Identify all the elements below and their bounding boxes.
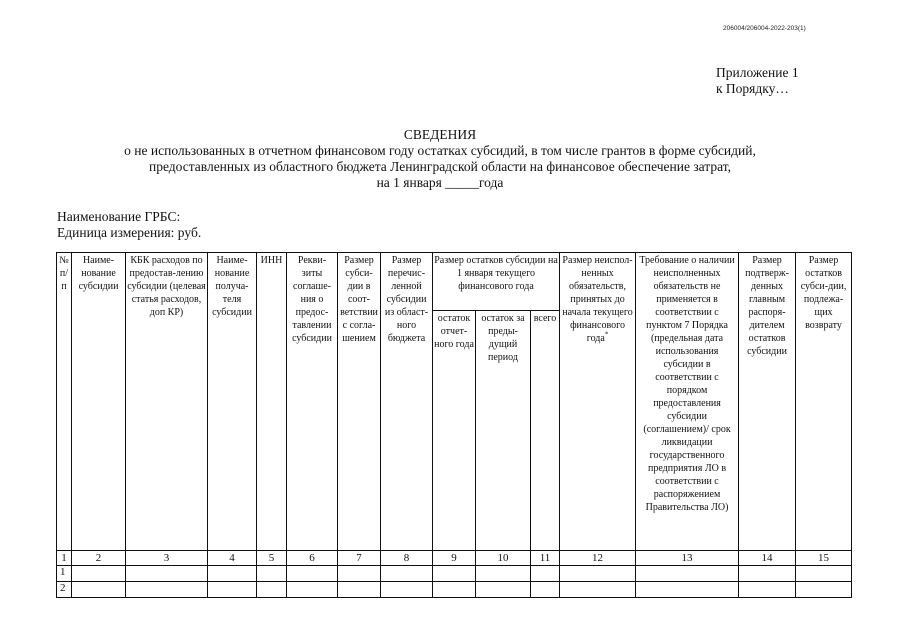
- header-c4: Наиме-нование получа-теля субсидии: [208, 253, 257, 551]
- table-row: [57, 566, 852, 582]
- column-number-row: [57, 551, 852, 566]
- col-number: 9: [433, 551, 476, 566]
- col-number: 2: [72, 551, 126, 566]
- col-number: 14: [739, 551, 796, 566]
- header-c2: Наиме-нование субсидии: [72, 253, 126, 551]
- header-group-balances: Размер остатков субсидии на 1 января текущего финансового года: [433, 253, 560, 311]
- header-c11: всего: [531, 311, 560, 551]
- unit-label: Единица измерения: руб.: [57, 225, 202, 240]
- col-number: 10: [476, 551, 531, 566]
- col-number: 15: [796, 551, 852, 566]
- col-number: 13: [636, 551, 739, 566]
- header-c7: Размер субси-дии в соот-ветствии с согла-шением: [338, 253, 381, 551]
- row-number: 1: [57, 566, 72, 582]
- col-number: 7: [338, 551, 381, 566]
- table-row: [57, 582, 852, 598]
- data-table: [56, 252, 852, 598]
- meta-block: [57, 209, 201, 241]
- annex-line-2: к Порядку…: [716, 81, 789, 96]
- header-c1: № п/п: [57, 253, 72, 551]
- document-id: 206004/206004-2022-203(1): [723, 25, 806, 32]
- row-number: 2: [57, 582, 72, 598]
- col-number: 8: [381, 551, 433, 566]
- title-heading: СВЕДЕНИЯ: [403, 127, 477, 142]
- footnote-mark: *: [604, 330, 609, 339]
- header-row-1: [57, 253, 852, 311]
- col-number: 1: [57, 551, 72, 566]
- header-c3: КБК расходов по предостав-лению субсидии (целевая статья расходов, доп КР): [126, 253, 208, 551]
- header-c12-text: Размер неиспол-ненных обязательств, принятых до начала текущего финансового года: [562, 255, 633, 344]
- header-c6: Рекви-зиты соглаше-ния о предос-тавлении субсидии: [287, 253, 338, 551]
- col-number: 6: [287, 551, 338, 566]
- header-c12: [560, 253, 636, 551]
- title-line-3: на 1 января _____года: [376, 175, 504, 190]
- header-c15: Размер остатков субси-дии, подлежа-щих возврату: [796, 253, 852, 551]
- annex-line-1: Приложение 1: [716, 65, 799, 80]
- header-c13: Требование о наличии неисполненных обязательств не применяется в соответствии с пунктом 7 Порядка (предельная дата использования субсидии в соответствии с порядком предоставления субсидии (соглашением)/ срок ликвидации государственного предприятия ЛО в соответствии с распоряжением Правительства ЛО): [636, 253, 739, 551]
- col-number: 11: [531, 551, 560, 566]
- col-number: 12: [560, 551, 636, 566]
- header-c9: остаток отчет-ного года: [433, 311, 476, 551]
- col-number: 5: [257, 551, 287, 566]
- annex-label: [716, 65, 799, 97]
- header-c5: ИНН: [257, 253, 287, 551]
- col-number: 4: [208, 551, 257, 566]
- header-c10: остаток за преды-дущий период: [476, 311, 531, 551]
- header-c8: Размер перечис-ленной субсидии из област-ного бюджета: [381, 253, 433, 551]
- title-line-1: о не использованных в отчетном финансовом году остатках субсидий, в том числе грантов в форме субсидий,: [124, 143, 756, 158]
- document-title: [60, 127, 820, 191]
- grbs-label: Наименование ГРБС:: [57, 209, 181, 224]
- col-number: 3: [126, 551, 208, 566]
- header-c14: Размер подтверж-денных главным распоря-дителем остатков субсидии: [739, 253, 796, 551]
- title-line-2: предоставленных из областного бюджета Ленинградской области на финансовое обеспечение затрат,: [148, 159, 732, 174]
